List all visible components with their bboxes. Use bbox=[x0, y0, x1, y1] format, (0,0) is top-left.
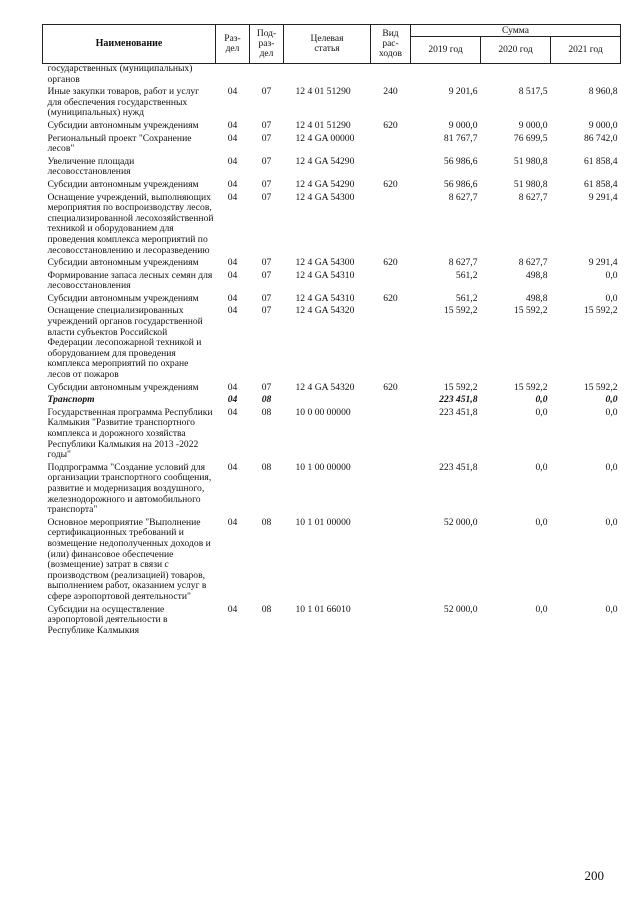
row-sum-2021: 0,0 bbox=[605, 461, 618, 473]
row-sum-2020: 76 699,5 bbox=[513, 132, 548, 144]
row-podrazdel: 07 bbox=[261, 305, 272, 317]
row-razdel: 04 bbox=[227, 132, 238, 144]
row-sum-2019: 8 627,7 bbox=[448, 191, 478, 203]
table-header bbox=[43, 25, 621, 64]
row-vid bbox=[371, 395, 411, 408]
row-target: 12 4 GA 00000 bbox=[295, 132, 355, 144]
row-name: Формирование запаса лесных семян для лесовосстановления bbox=[47, 269, 213, 292]
row-sum-2019 bbox=[411, 64, 481, 88]
table-row bbox=[43, 271, 621, 294]
row-razdel: 04 bbox=[227, 406, 238, 418]
row-razdel: 04 bbox=[227, 305, 238, 317]
row-target bbox=[284, 64, 371, 88]
row-sum-2019: 223 451,8 bbox=[439, 394, 478, 406]
row-razdel: 04 bbox=[227, 603, 238, 615]
row-sum-2021: 0,0 bbox=[605, 406, 618, 418]
page-number: 200 bbox=[584, 868, 604, 883]
row-razdel: 04 bbox=[227, 191, 238, 203]
header-razdel: Раз- дел bbox=[216, 25, 250, 64]
row-name: Подпрограмма "Создание условий для организации транспортного сообщения, развитие и модернизация воздушного, железнодорожного и автомобильного транспорта" bbox=[47, 461, 212, 516]
row-name: Государственная программа Республики Калмыкия "Развитие транспортного комплекса и дорожного хозяйства Республики Калмыкия на 2013 -2022 годы" bbox=[47, 406, 213, 461]
row-sum-2019: 223 451,8 bbox=[439, 461, 478, 473]
row-vid bbox=[371, 157, 411, 180]
row-name: государственных (муниципальных) органов bbox=[47, 63, 193, 85]
row-podrazdel: 07 bbox=[261, 86, 272, 98]
row-target: 12 4 GA 54300 bbox=[295, 257, 355, 269]
row-vid bbox=[371, 463, 411, 518]
header-2021: 2021 год bbox=[551, 37, 621, 64]
row-podrazdel: 07 bbox=[261, 269, 272, 281]
row-sum-2019: 15 592,2 bbox=[443, 381, 478, 393]
row-target: 10 0 00 00000 bbox=[295, 406, 351, 418]
row-sum-2019: 561,2 bbox=[455, 292, 478, 304]
row-podrazdel: 08 bbox=[261, 461, 272, 473]
row-sum-2019: 15 592,2 bbox=[443, 305, 478, 317]
row-podrazdel: 07 bbox=[261, 381, 272, 393]
row-name: Оснащение учреждений, выполняющих мероприятия по воспроизводству лесов, специализированной лесохозяйственной техникой и оборудованием для проведения комплекса мероприятий по лесовосстановлению и лесоразведению bbox=[47, 191, 214, 256]
row-name: Субсидии автономным учреждениям bbox=[47, 119, 199, 131]
row-sum-2019: 561,2 bbox=[455, 269, 478, 281]
row-podrazdel: 08 bbox=[261, 394, 272, 406]
table-row bbox=[43, 134, 621, 157]
table-row bbox=[43, 180, 621, 193]
row-sum-2019: 9 000,0 bbox=[448, 119, 478, 131]
row-vid: 620 bbox=[383, 381, 398, 393]
row-name: Иные закупки товаров, работ и услуг для обеспечения государственных (муниципальных) нужд bbox=[47, 86, 200, 119]
table-row bbox=[43, 121, 621, 134]
row-sum-2020: 15 592,2 bbox=[513, 381, 548, 393]
row-name: Региональный проект "Сохранение лесов" bbox=[47, 132, 192, 155]
row-podrazdel: 07 bbox=[261, 178, 272, 190]
row-podrazdel: 08 bbox=[261, 516, 272, 528]
row-razdel: 04 bbox=[227, 381, 238, 393]
row-name: Субсидии автономным учреждениям bbox=[47, 178, 199, 190]
row-sum-2019: 223 451,8 bbox=[439, 406, 478, 418]
row-sum-2021: 0,0 bbox=[605, 269, 618, 281]
row-sum-2019: 56 986,6 bbox=[443, 178, 478, 190]
row-vid: 620 bbox=[383, 119, 398, 131]
row-sum-2020: 0,0 bbox=[535, 406, 548, 418]
row-sum-2020: 9 000,0 bbox=[518, 119, 548, 131]
row-sum-2021: 0,0 bbox=[605, 394, 618, 406]
row-razdel: 04 bbox=[227, 269, 238, 281]
table-body bbox=[43, 64, 621, 639]
table-row bbox=[43, 463, 621, 518]
row-target: 10 1 01 00000 bbox=[295, 516, 351, 528]
row-razdel: 04 bbox=[227, 292, 238, 304]
row-sum-2021: 9 291,4 bbox=[588, 191, 618, 203]
table-row bbox=[43, 408, 621, 463]
row-sum-2020: 498,8 bbox=[525, 292, 548, 304]
row-sum-2021: 9 000,0 bbox=[588, 119, 618, 131]
row-sum-2020: 8 627,7 bbox=[518, 257, 548, 269]
row-vid bbox=[371, 408, 411, 463]
row-razdel: 04 bbox=[227, 86, 238, 98]
table-row bbox=[43, 258, 621, 271]
header-vid: Вид рас- ходов bbox=[371, 25, 411, 64]
row-sum-2020: 15 592,2 bbox=[513, 305, 548, 317]
table-row bbox=[43, 605, 621, 639]
row-podrazdel bbox=[250, 64, 284, 88]
row-razdel bbox=[216, 64, 250, 88]
row-name: Субсидии на осуществление аэропортовой деятельности в Республике Калмыкия bbox=[47, 603, 168, 636]
row-sum-2020: 0,0 bbox=[535, 394, 548, 406]
row-sum-2021: 61 858,4 bbox=[583, 178, 618, 190]
table-row bbox=[43, 64, 621, 88]
row-sum-2021: 0,0 bbox=[605, 292, 618, 304]
row-vid bbox=[371, 134, 411, 157]
row-target: 12 4 01 51290 bbox=[295, 86, 351, 98]
row-razdel: 04 bbox=[227, 516, 238, 528]
row-razdel: 04 bbox=[227, 178, 238, 190]
row-sum-2020: 0,0 bbox=[535, 516, 548, 528]
row-name: Увеличение площади лесовосстановления bbox=[47, 155, 135, 178]
row-sum-2019: 52 000,0 bbox=[443, 603, 478, 615]
budget-table bbox=[42, 24, 621, 638]
row-sum-2019: 52 000,0 bbox=[443, 516, 478, 528]
row-sum-2021: 9 291,4 bbox=[588, 257, 618, 269]
row-target bbox=[284, 395, 371, 408]
row-target: 12 4 GA 54290 bbox=[295, 178, 355, 190]
row-sum-2020: 498,8 bbox=[525, 269, 548, 281]
row-target: 12 4 GA 54310 bbox=[295, 292, 355, 304]
row-podrazdel: 08 bbox=[261, 603, 272, 615]
row-sum-2020 bbox=[481, 64, 551, 88]
row-sum-2021: 15 592,2 bbox=[583, 305, 618, 317]
row-name: Субсидии автономным учреждениям bbox=[47, 257, 199, 269]
row-sum-2020: 0,0 bbox=[535, 603, 548, 615]
row-vid: 620 bbox=[383, 292, 398, 304]
row-sum-2021: 86 742,0 bbox=[583, 132, 618, 144]
row-podrazdel: 07 bbox=[261, 257, 272, 269]
row-target: 12 4 GA 54320 bbox=[295, 381, 355, 393]
table-row bbox=[43, 395, 621, 408]
row-vid bbox=[371, 271, 411, 294]
row-target: 10 1 01 66010 bbox=[295, 603, 351, 615]
row-sum-2019: 8 627,7 bbox=[448, 257, 478, 269]
row-vid: 240 bbox=[383, 86, 398, 98]
row-vid bbox=[371, 306, 411, 382]
row-razdel: 04 bbox=[227, 257, 238, 269]
table-row bbox=[43, 306, 621, 382]
row-sum-2021: 15 592,2 bbox=[583, 381, 618, 393]
row-name: Транспорт bbox=[47, 394, 95, 406]
row-target: 12 4 GA 54290 bbox=[295, 155, 355, 167]
row-sum-2019: 9 201,6 bbox=[448, 86, 478, 98]
header-summa: Сумма bbox=[411, 25, 621, 37]
row-podrazdel: 07 bbox=[261, 132, 272, 144]
row-sum-2020: 51 980,8 bbox=[513, 178, 548, 190]
row-podrazdel: 08 bbox=[261, 406, 272, 418]
table-row bbox=[43, 157, 621, 180]
row-podrazdel: 07 bbox=[261, 191, 272, 203]
row-vid: 620 bbox=[383, 257, 398, 269]
row-razdel: 04 bbox=[227, 155, 238, 167]
row-sum-2020: 0,0 bbox=[535, 461, 548, 473]
header-2019: 2019 год bbox=[411, 37, 481, 64]
row-target: 10 1 00 00000 bbox=[295, 461, 351, 473]
row-sum-2021 bbox=[551, 64, 621, 88]
row-razdel: 04 bbox=[227, 461, 238, 473]
table-row bbox=[43, 193, 621, 259]
row-razdel: 04 bbox=[227, 394, 238, 406]
row-target: 12 4 GA 54300 bbox=[295, 191, 355, 203]
row-sum-2020: 8 627,7 bbox=[518, 191, 548, 203]
header-podrazdel: Под- раз- дел bbox=[250, 25, 284, 64]
row-name: Субсидии автономным учреждениям bbox=[47, 381, 199, 393]
row-sum-2019: 56 986,6 bbox=[443, 155, 478, 167]
table-row bbox=[43, 87, 621, 121]
row-target: 12 4 GA 54320 bbox=[295, 305, 355, 317]
table-row bbox=[43, 383, 621, 396]
table-row bbox=[43, 518, 621, 605]
header-name: Наименование bbox=[43, 25, 216, 64]
row-vid: 620 bbox=[383, 178, 398, 190]
row-sum-2020: 8 517,5 bbox=[518, 86, 548, 98]
header-target: Целевая статья bbox=[284, 25, 371, 64]
row-name: Оснащение специализированных учреждений органов государственной власти субъектов Российской Федерации лесопожарной техникой и оборудованием для проведения комплекса мероприятий по охране лесов от пожаров bbox=[47, 305, 203, 381]
header-2020: 2020 год bbox=[481, 37, 551, 64]
row-vid bbox=[371, 193, 411, 259]
row-sum-2021: 0,0 bbox=[605, 603, 618, 615]
row-target: 12 4 GA 54310 bbox=[295, 269, 355, 281]
row-sum-2021: 0,0 bbox=[605, 516, 618, 528]
row-sum-2021: 61 858,4 bbox=[583, 155, 618, 167]
row-sum-2019: 81 767,7 bbox=[443, 132, 478, 144]
row-sum-2021: 8 960,8 bbox=[588, 86, 618, 98]
row-vid bbox=[371, 605, 411, 639]
row-name: Субсидии автономным учреждениям bbox=[47, 292, 199, 304]
row-podrazdel: 07 bbox=[261, 155, 272, 167]
row-sum-2020: 51 980,8 bbox=[513, 155, 548, 167]
row-name: Основное мероприятие "Выполнение сертификационных требований и возмещение недополученных доходов и (или) финансовое обеспечение (возмещение) затрат в связи с производством (реализацией) товаров, выполнением работ, оказанием услуг в сфере аэропортовой деятельности" bbox=[47, 516, 211, 602]
row-vid bbox=[371, 518, 411, 605]
row-podrazdel: 07 bbox=[261, 119, 272, 131]
row-razdel: 04 bbox=[227, 119, 238, 131]
row-vid bbox=[371, 64, 411, 88]
row-target: 12 4 01 51290 bbox=[295, 119, 351, 131]
row-podrazdel: 07 bbox=[261, 292, 272, 304]
